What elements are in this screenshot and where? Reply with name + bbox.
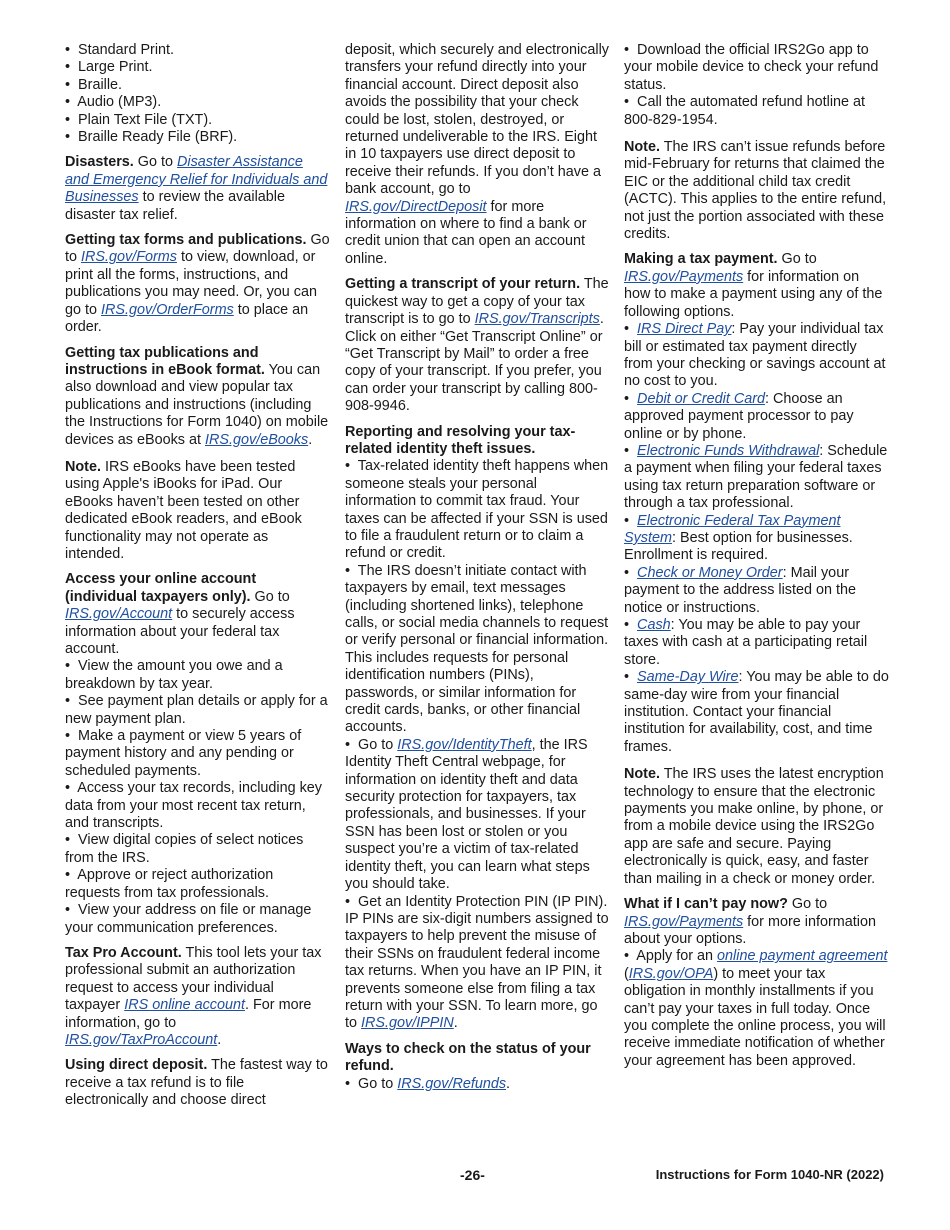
- list-item: • Make a payment or view 5 years of payment history and any pending or scheduled payments.: [65, 728, 302, 779]
- list-item: • Get an Identity Protection PIN (IP PIN). IP PINs are six-digit numbers assigned to taxpayers to help prevent the misuse of their SSNs on fraudulent federal income tax returns. When you have an IP PIN, it prevents someone else from filing a tax return with your SSN. To learn more, go to IRS.gov/IPPIN.: [345, 893, 609, 1032]
- heading: Ways to check on the status of your refund.: [345, 1040, 591, 1075]
- heading: Getting a transcript of your return.: [345, 276, 581, 293]
- list-item: • View digital copies of select notices from the IRS.: [65, 832, 304, 866]
- disasters-paragraph: [65, 154, 330, 224]
- heading: Disasters.: [65, 154, 134, 171]
- text: for information on how to make a payment using any of the following options.: [624, 268, 883, 320]
- ebooks-link[interactable]: IRS.gov/eBooks: [205, 431, 309, 448]
- heading: Getting tax forms and publications.: [65, 232, 307, 249]
- list-item: • Go to IRS.gov/IdentityTheft, the IRS Identity Theft Central webpage, for information on identity theft and data security protection for taxpayers, tax professionals, and businesses. If your SSN has been lost or stolen or you suspect you’re a victim of tax-related identity theft, you can learn what steps you should take.: [345, 736, 590, 893]
- list-item: Standard Print.: [78, 42, 175, 58]
- cash-link[interactable]: Cash: [637, 617, 671, 633]
- text: , the IRS Identity Theft Central webpage, for information on identity theft and data security protection for taxpayers, tax professionals, and businesses. If your SSN has been lost or stolen or you suspect you’re a victim of tax-related identity theft, you can learn what steps you should take.: [345, 736, 590, 893]
- irs-forms-link[interactable]: IRS.gov/Forms: [81, 249, 177, 266]
- list-item: • Electronic Federal Tax Payment System: Best option for businesses. Enrollment is required.: [624, 512, 853, 564]
- payments-link-2[interactable]: IRS.gov/Payments: [624, 913, 744, 930]
- payment-note: [624, 766, 889, 888]
- debit-credit-link[interactable]: Debit or Credit Card: [637, 390, 766, 407]
- list-item: Braille.: [78, 76, 123, 93]
- order-forms-link[interactable]: IRS.gov/OrderForms: [101, 301, 234, 318]
- text: ) to meet your tax obligation in monthly installments if you can’t pay your taxes in full today. Once you complete the online process, you will receive immediate notification of whether your agreement has been approved.: [624, 965, 886, 1069]
- text: The IRS can’t issue refunds before mid-February for returns that claimed the EIC or the additional child tax credit (ACTC). This applies to the entire refund, not just the portion associated with these credits.: [624, 139, 887, 243]
- text: : Best option for businesses. Enrollment is required.: [624, 529, 853, 564]
- list-item: Braille Ready File (BRF).: [78, 129, 238, 146]
- text: This tool lets your tax professional submit an authorization request to access your individual taxpayer: [65, 944, 322, 1014]
- heading: Access your online account (individual taxpayers only).: [65, 571, 257, 605]
- list-item: • IRS Direct Pay: Pay your individual tax bill or estimated tax payment directly from your checking or savings account at no cost to you.: [624, 321, 886, 390]
- heading: Note.: [624, 766, 660, 783]
- list-item: Audio (MP3).: [77, 94, 162, 111]
- text: to place an order.: [65, 301, 309, 336]
- heading: Tax Pro Account.: [65, 944, 182, 961]
- list-item: • Tax-related identity theft happens when someone steals your personal information to commit tax fraud. Your taxes can be affected if your SSN is used to file a fraudulent return or to claim a refund or credit.: [345, 458, 609, 562]
- text: (: [624, 965, 629, 982]
- list-item: • Access your tax records, including key data from your most recent tax return, and transcripts.: [65, 780, 322, 832]
- online-payment-agreement-link[interactable]: online payment agreement: [717, 948, 888, 965]
- text: Go to: [65, 232, 330, 266]
- refund-status-heading: [345, 1041, 610, 1076]
- heading: Getting tax publications and instructions in eBook format.: [65, 344, 265, 378]
- text: .: [506, 1075, 511, 1092]
- direct-deposit-link[interactable]: IRS.gov/DirectDeposit: [345, 198, 487, 215]
- heading: Note.: [65, 458, 101, 475]
- heading: Making a tax payment.: [624, 251, 778, 268]
- transcripts-link[interactable]: IRS.gov/Transcripts: [474, 311, 600, 328]
- taxpro-paragraph: [65, 945, 330, 1049]
- opa-link[interactable]: IRS.gov/OPA: [628, 965, 714, 982]
- text: You can also download and view popular tax publications and instructions (including the Instructions for Form 1040) on mobile devices as eBooks at: [65, 361, 329, 448]
- text: for more information on where to find a bank or credit union that can open an account online.: [345, 198, 587, 267]
- text: .: [308, 431, 313, 448]
- cant-pay-paragraph: [624, 896, 889, 948]
- direct-deposit-continued: [345, 42, 610, 268]
- list-item: • Check or Money Order: Mail your payment to the address listed on the notice or instructions.: [624, 564, 856, 616]
- list-item: • Call the automated refund hotline at 800-829-1954.: [624, 94, 866, 128]
- list-item: • Debit or Credit Card: Choose an approved payment processor to pay online or by phone.: [624, 390, 854, 442]
- text: to view, download, or print all the forms, instructions, and publications you may need. Or, you can go to: [65, 249, 317, 318]
- text: .: [453, 1015, 458, 1032]
- text: The quickest way to get a copy of your tax transcript is to go to: [345, 276, 609, 328]
- list-item: • Same-Day Wire: You may be able to do same-day wire from your financial institution. Contact your financial institution for availability, cost, and time frames.: [624, 669, 889, 755]
- taxpro-account-link[interactable]: IRS.gov/TaxProAccount: [65, 1031, 218, 1048]
- refund-note: [624, 139, 889, 243]
- heading: What if I can’t pay now?: [624, 896, 788, 913]
- heading: Note.: [624, 139, 660, 156]
- text: Go to: [133, 154, 178, 171]
- text: Go to: [358, 1075, 398, 1092]
- text: View digital copies of select notices from the IRS.: [65, 832, 304, 866]
- text: The fastest way to receive a tax refund is to file electronically and choose direct: [65, 1057, 328, 1109]
- disaster-relief-link[interactable]: Disaster Assistance and Emergency Relief for Individuals and Businesses: [65, 154, 328, 206]
- transcript-paragraph: [345, 276, 610, 415]
- list-item: • Approve or reject authorization requests from tax professionals.: [65, 867, 274, 901]
- heading: Reporting and resolving your tax-related identity theft issues.: [345, 423, 576, 457]
- column-2: [345, 42, 610, 1093]
- list-item: Large Print.: [78, 59, 153, 76]
- eft-withdrawal-link[interactable]: Electronic Funds Withdrawal: [637, 442, 820, 459]
- text: : You may be able to pay your taxes with cash at a participating retail store.: [624, 617, 868, 668]
- heading: Using direct deposit.: [65, 1057, 208, 1074]
- text: to review the available disaster tax relief.: [65, 189, 285, 223]
- text: Download the official IRS2Go app to your mobile device to check your refund status.: [624, 42, 879, 93]
- list-item: • Electronic Funds Withdrawal: Schedule a payment when filing your federal taxes using tax return preparation software or through a tax professional.: [624, 442, 888, 512]
- list-item: • See payment plan details or apply for a new payment plan.: [65, 693, 328, 727]
- ebook-paragraph: [65, 345, 330, 449]
- text: to securely access information about your federal tax account.: [65, 606, 295, 657]
- text: : Pay your individual tax bill or estimated tax payment directly from your checking or savings account at no cost to you.: [624, 321, 886, 390]
- list-item: • Download the official IRS2Go app to your mobile device to check your refund status.: [624, 42, 879, 93]
- page-number: -26-: [460, 1167, 485, 1183]
- check-money-order-link[interactable]: Check or Money Order: [637, 564, 783, 581]
- same-day-wire-link[interactable]: Same-Day Wire: [637, 669, 739, 686]
- text: deposit, which securely and electronically transfers your refund directly into your financial account. Direct deposit also avoids the possibility that your check could be lost, stolen, destroyed, or returned undeliverable to the IRS. Eight in 10 taxpayers use direct deposit to receive their refunds. If you don’t have a bank account, go to: [345, 42, 609, 198]
- formats-list: • Standard Print. • Large Print. • Braille. • Audio (MP3). • Plain Text File (TXT). • Braille Ready File (BRF).: [65, 42, 238, 146]
- identity-theft-heading: [345, 424, 610, 459]
- text: Go to: [777, 251, 817, 268]
- text: View your address on file or manage your communication preferences.: [65, 902, 312, 936]
- column-1: [65, 42, 330, 1118]
- text: : Schedule a payment when filing your federal taxes using tax return preparation software or through a tax professional.: [624, 442, 888, 512]
- direct-deposit-paragraph: [65, 1057, 330, 1109]
- text: Apply for an: [636, 948, 718, 965]
- ebook-note: [65, 459, 330, 563]
- text: . Click on either “Get Transcript Online” or “Get Transcript by Mail” to order a free copy of your transcript. If you prefer, you can order your transcript by calling 800-908-9946.: [345, 311, 604, 415]
- text: : You may be able to do same-day wire from your financial institution. Contact your financial institution for availability, cost, and time frames.: [624, 669, 889, 755]
- ippin-link[interactable]: IRS.gov/IPPIN: [361, 1015, 454, 1032]
- list-item: • Cash: You may be able to pay your taxes with cash at a participating retail store.: [624, 617, 868, 668]
- text: Make a payment or view 5 years of payment history and any pending or scheduled payments.: [65, 728, 302, 779]
- column-3: [624, 42, 889, 1070]
- text: : Choose an approved payment processor to pay online or by phone.: [624, 390, 854, 442]
- text: Call the automated refund hotline at 800-829-1954.: [624, 94, 866, 128]
- text: Access your tax records, including key data from your most recent tax return, and transcripts.: [65, 780, 322, 832]
- text: IRS eBooks have been tested using Apple's iBooks for iPad. Our eBooks haven’t been tested on other dedicated eBook readers, and eBook functionality may not operate as intended.: [65, 458, 302, 562]
- text: Tax-related identity theft happens when someone steals your personal information to commit tax fraud. Your taxes can be affected if your SSN is used to file a fraudulent return or to claim a refund or credit.: [345, 458, 609, 562]
- text: .: [217, 1031, 222, 1048]
- eftps-link[interactable]: Electronic Federal Tax Payment System: [624, 512, 841, 546]
- text: Get an Identity Protection PIN (IP PIN). IP PINs are six-digit numbers assigned to taxpayers to help prevent the misuse of their SSNs on fraudulent federal income tax returns. When you have an IP PIN, it prevents someone else from filing a tax return with your SSN. To learn more, go to: [345, 893, 609, 1032]
- text: : Mail your payment to the address listed on the notice or instructions.: [624, 564, 856, 616]
- text: for more information about your options.: [624, 913, 876, 947]
- text: The IRS uses the latest encryption technology to ensure that the electronic payments you make online, by phone, or from a mobile device using the IRS2Go app are safe and secure. Paying electronically is quick, easy, and faster than mailing in a check or money order.: [624, 766, 884, 887]
- text: View the amount you owe and a breakdown by tax year.: [65, 658, 283, 692]
- text: See payment plan details or apply for a new payment plan.: [65, 693, 328, 727]
- direct-pay-link[interactable]: IRS Direct Pay: [637, 321, 732, 338]
- payment-paragraph: [624, 251, 889, 321]
- list-item: Plain Text File (TXT).: [78, 111, 213, 128]
- text: . For more information, go to: [65, 997, 312, 1031]
- account-link[interactable]: IRS.gov/Account: [65, 606, 173, 623]
- identity-theft-link[interactable]: IRS.gov/IdentityTheft: [397, 736, 532, 753]
- account-paragraph: [65, 571, 330, 658]
- footer-title: Instructions for Form 1040-NR (2022): [655, 1167, 884, 1182]
- refunds-link[interactable]: IRS.gov/Refunds: [397, 1075, 507, 1092]
- list-item: • View the amount you owe and a breakdown by tax year.: [65, 658, 283, 692]
- text: Go to: [358, 736, 398, 753]
- text: Approve or reject authorization requests from tax professionals.: [65, 867, 274, 901]
- text: The IRS doesn’t initiate contact with taxpayers by email, text messages (including shortened links), telephone calls, or social media channels to request or verify personal or financial information. This includes requests for personal identification numbers (PINs), passwords, or similar information for credit cards, banks, or other financial accounts.: [345, 562, 609, 736]
- list-item: • The IRS doesn’t initiate contact with taxpayers by email, text messages (including shortened links), telephone calls, or social media channels to request or verify personal or financial information. This includes requests for personal identification numbers (PINs), passwords, or similar information for credit cards, banks, or other financial accounts.: [345, 562, 609, 736]
- payments-link[interactable]: IRS.gov/Payments: [624, 268, 744, 285]
- forms-paragraph: [65, 232, 330, 336]
- list-item: • Apply for an online payment agreement (IRS.gov/OPA) to meet your tax obligation in monthly installments if you can’t pay your taxes in full today. Once you complete the online process, you will receive immediate notification of whether your agreement has been approved.: [624, 948, 888, 1069]
- list-item: • Go to IRS.gov/Refunds.: [345, 1075, 511, 1092]
- list-item: • View your address on file or manage your communication preferences.: [65, 902, 312, 936]
- text: Go to: [250, 588, 290, 605]
- irs-online-account-link[interactable]: IRS online account: [124, 997, 245, 1014]
- text: Go to: [787, 896, 828, 913]
